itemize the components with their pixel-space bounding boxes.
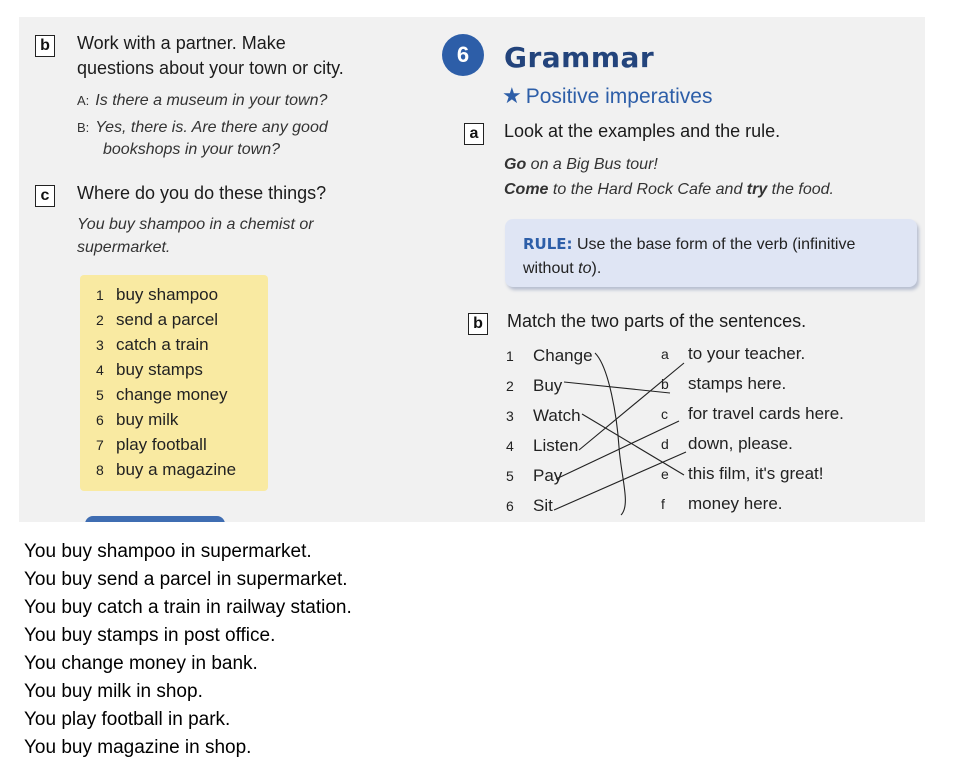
answer-line: You buy shampoo in supermarket. (24, 541, 312, 562)
exercise-c-example-1: You buy shampoo in a chemist or (77, 216, 314, 233)
activity-item: 8 buy a magazine (96, 460, 237, 479)
textbook-page-scan (19, 17, 925, 522)
match-left-item: 6 Sit (506, 496, 553, 515)
answer-line: You change money in bank. (24, 653, 258, 674)
matching-lines (19, 17, 925, 522)
answer-line: You buy stamps in post office. (24, 625, 276, 646)
activity-item: 1 buy shampoo (96, 285, 219, 304)
rule-text: RULE: Use the base form of the verb (infinitive without to). (523, 235, 856, 277)
match-left-item: 1 Change (506, 346, 593, 365)
match-left-item: 3 Watch (506, 406, 581, 425)
example-sentence-2: Come to the Hard Rock Cafe and try the food. (504, 181, 834, 198)
match-line-4-a (579, 363, 684, 450)
exercise-c-letter: c (35, 185, 55, 207)
match-right-item: f money here. (661, 494, 783, 513)
activity-item: 3 catch a train (96, 335, 209, 354)
exercise-c-heading: Where do you do these things? (77, 183, 327, 203)
match-left-item: 4 Listen (506, 436, 579, 455)
exercise-b-letter: b (35, 35, 55, 57)
match-line-1-f (595, 353, 625, 515)
exercise-6b-heading: Match the two parts of the sentences. (507, 311, 807, 331)
match-right-item: a to your teacher. (661, 344, 806, 363)
section-number-badge: 6 (442, 34, 484, 76)
exercise-b-instruction-1: Work with a partner. Make (77, 33, 286, 53)
example-sentence-1: Go on a Big Bus tour! (504, 156, 658, 173)
speaker-b: B: (77, 120, 90, 135)
answer-line: You buy catch a train in railway station. (24, 597, 352, 618)
grammar-title: Grammar (504, 41, 655, 74)
exercise-b-instruction-2: questions about your town or city. (77, 58, 344, 78)
activity-item: 4 buy stamps (96, 360, 203, 379)
answer-line: You buy send a parcel in supermarket. (24, 569, 348, 590)
subtitle-text: Positive imperatives (525, 85, 713, 108)
activity-item: 2 send a parcel (96, 310, 219, 329)
answer-list (24, 538, 352, 762)
answer-line: You buy magazine in shop. (24, 737, 252, 758)
match-right-item: c for travel cards here. (661, 404, 844, 423)
exercise-6b-letter: b (468, 313, 488, 335)
match-right-item: e this film, it's great! (661, 464, 824, 483)
match-left-item: 2 Buy (506, 376, 563, 395)
dialogue-b-text-1: Yes, there is. Are there any good (95, 119, 328, 136)
activity-item: 5 change money (96, 385, 228, 404)
activity-item: 6 buy milk (96, 410, 179, 429)
match-right-item: b stamps here. (661, 374, 787, 393)
rule-label: RULE: (523, 235, 573, 253)
answer-line: You play football in park. (24, 709, 231, 730)
match-left-item: 5 Pay (506, 466, 563, 485)
exercise-6a-letter: a (464, 123, 484, 145)
speaker-a: A: (77, 93, 90, 108)
match-right-item: d down, please. (661, 434, 793, 453)
exercise-c-example-2: supermarket. (77, 239, 171, 256)
dialogue-a-text: Is there a museum in your town? (95, 92, 328, 109)
exercise-6a-heading: Look at the examples and the rule. (504, 121, 781, 141)
match-line-3-e (582, 414, 684, 475)
activity-item: 7 play football (96, 435, 207, 454)
answer-line: You buy milk in shop. (24, 681, 203, 702)
dialogue-b-text-2: bookshops in your town? (103, 141, 280, 158)
star-icon: ★ (502, 83, 522, 108)
